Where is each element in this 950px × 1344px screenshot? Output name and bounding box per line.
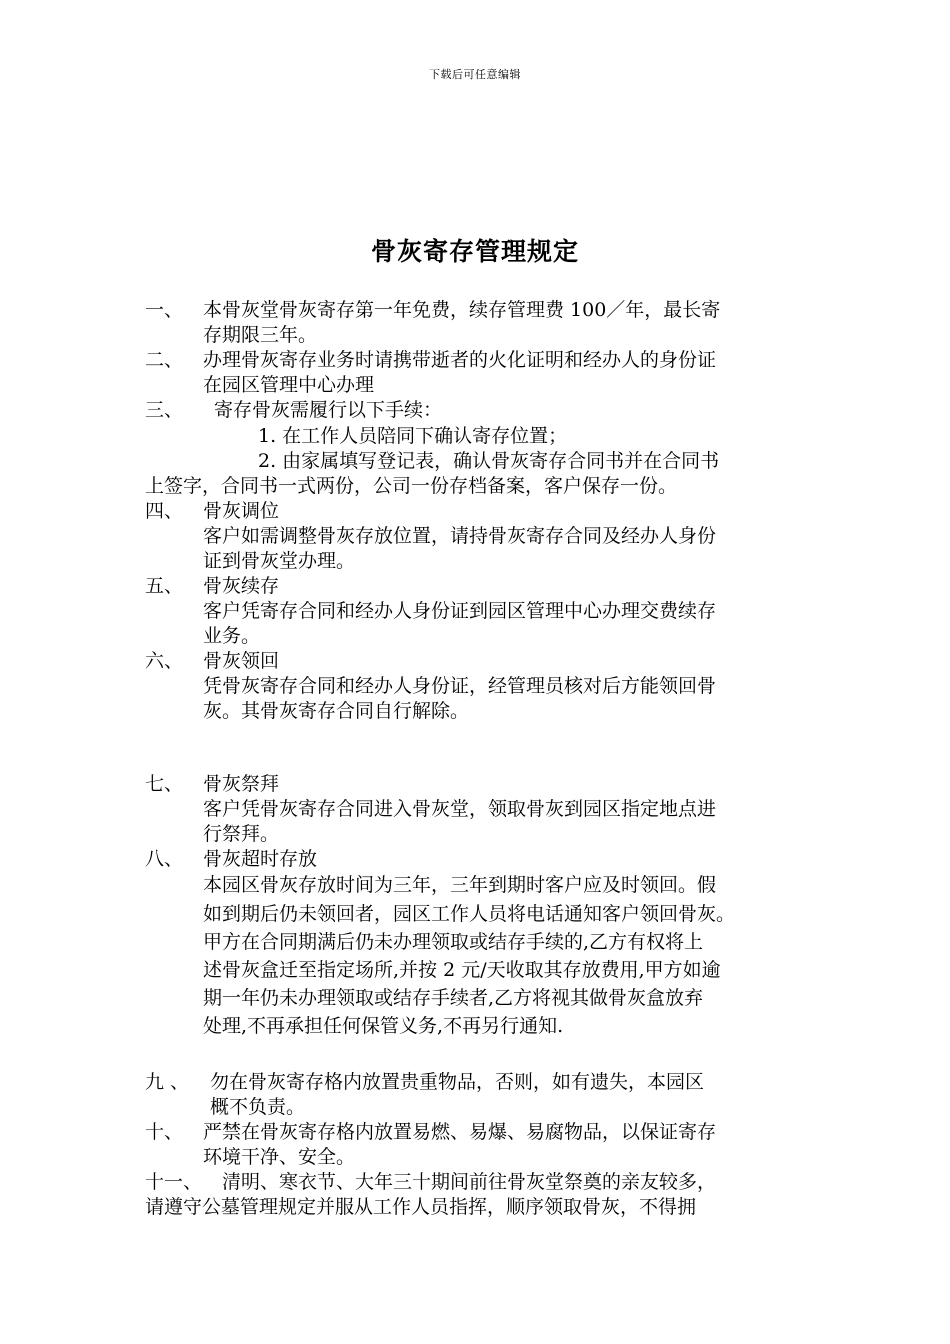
item-6-heading: 骨灰领回 (203, 650, 280, 672)
item-7-line-1: 客户凭骨灰寄存合同进入骨灰堂，领取骨灰到园区指定地点进 (203, 798, 717, 820)
item-3-sub-2-line-2: 上签字，合同书一式两份，公司一份存档备案，客户保存一份。 (145, 475, 678, 497)
item-10-number: 十、 (145, 1121, 184, 1143)
item-8-line-4: 述骨灰盒迁至指定场所,并按 2 元/天收取其存放费用,甲方如逾 (203, 959, 721, 981)
item-8-line-1: 本园区骨灰存放时间为三年，三年到期时客户应及时领回。假 (203, 874, 717, 896)
item-2-number: 二、 (145, 349, 184, 371)
item-4-line-1: 客户如需调整骨灰存放位置，请持骨灰寄存合同及经办人身份 (203, 525, 717, 547)
header-note: 下载后可任意编辑 (429, 68, 521, 81)
item-9-line-1: 勿在骨灰寄存格内放置贵重物品，否则，如有遗失，本园区 (210, 1071, 705, 1093)
item-10-line-1: 严禁在骨灰寄存格内放置易燃、易爆、易腐物品，以保证寄存 (203, 1121, 717, 1143)
item-9-number: 九 、 (145, 1071, 190, 1093)
item-1-number: 一、 (145, 299, 184, 321)
item-4-heading: 骨灰调位 (203, 500, 280, 522)
item-8-line-2: 如到期后仍未领回者，园区工作人员将电话通知客户领回骨灰。 (203, 903, 736, 925)
item-4-number: 四、 (145, 500, 184, 522)
item-3-sub-1: 1. 在工作人员陪同下确认寄存位置； (258, 425, 568, 447)
item-3-number: 三、 (145, 399, 184, 421)
item-8-heading: 骨灰超时存放 (203, 848, 318, 870)
item-5-number: 五、 (145, 575, 184, 597)
item-1-line-1: 本骨灰堂骨灰寄存第一年免费，续存管理费 100／年，最长寄 (203, 299, 721, 321)
item-5-heading: 骨灰续存 (203, 575, 280, 597)
item-6-line-1: 凭骨灰寄存合同和经办人身份证，经管理员核对后方能领回骨 (203, 675, 717, 697)
item-4-line-2: 证到骨灰堂办理。 (203, 550, 356, 572)
item-9-line-2: 概不负责。 (210, 1096, 306, 1118)
item-10-line-2: 环境干净、安全。 (203, 1146, 356, 1168)
item-2-line-1: 办理骨灰寄存业务时请携带逝者的火化证明和经办人的身份证 (203, 349, 717, 371)
item-7-heading: 骨灰祭拜 (203, 773, 280, 795)
item-1-line-2: 存期限三年。 (203, 324, 318, 346)
item-8-line-5: 期一年仍未办理领取或结存手续者,乙方将视其做骨灰盒放弃 (203, 987, 704, 1009)
item-3-line-1: 寄存骨灰需履行以下手续： (214, 399, 443, 421)
item-3-sub-2-line-1: 2. 由家属填写登记表，确认骨灰寄存合同书并在合同书 (258, 450, 720, 472)
item-11-line-2: 请遵守公墓管理规定并服从工作人员指挥，顺序领取骨灰，不得拥 (145, 1196, 697, 1218)
item-7-line-2: 行祭拜。 (203, 823, 280, 845)
document-title: 骨灰寄存管理规定 (370, 237, 579, 266)
item-5-line-2: 业务。 (203, 625, 261, 647)
item-11-number: 十一、 (145, 1171, 203, 1193)
item-7-number: 七、 (145, 773, 184, 795)
item-8-line-3: 甲方在合同期满后仍未办理领取或结存手续的,乙方有权将上 (203, 931, 704, 953)
item-5-line-1: 客户凭寄存合同和经办人身份证到园区管理中心办理交费续存 (203, 600, 717, 622)
item-2-line-2: 在园区管理中心办理 (203, 374, 375, 396)
item-8-number: 八、 (145, 848, 184, 870)
item-11-line-1: 清明、寒衣节、大年三十期间前往骨灰堂祭奠的亲友较多， (222, 1171, 717, 1193)
item-6-number: 六、 (145, 650, 184, 672)
item-8-line-6: 处理,不再承担任何保管义务,不再另行通知. (203, 1015, 564, 1037)
item-6-line-2: 灰。其骨灰寄存合同自行解除。 (203, 700, 470, 722)
